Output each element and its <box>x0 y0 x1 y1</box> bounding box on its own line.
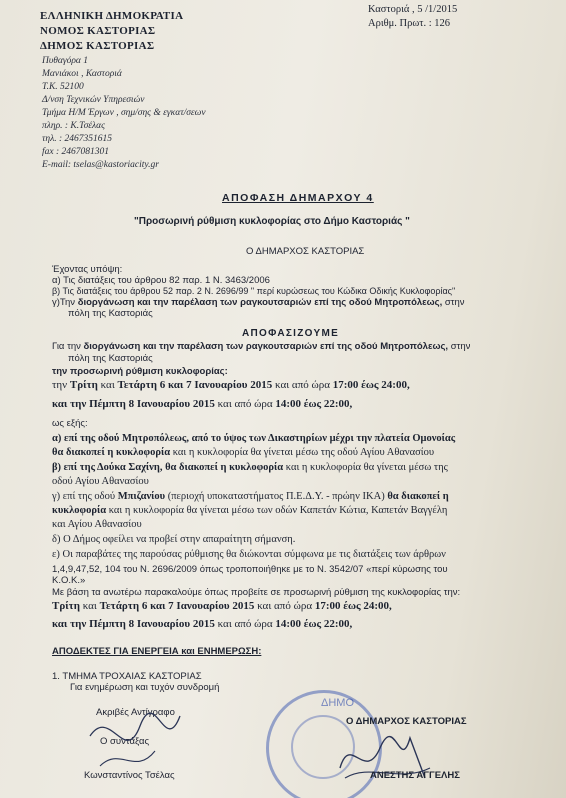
mayor-title: Ο ΔΗΜΑΡΧΟΣ ΚΑΣΤΟΡΙΑΣ <box>346 716 467 727</box>
contact-fax: fax : 2467081301 <box>42 147 110 157</box>
address-line: Πυθαγόρα 1 <box>42 56 89 66</box>
recipient-1-note: Για ενημέρωση και τυχόν συνδρομή <box>70 682 220 693</box>
composer-label: Ο συντάξας <box>100 736 150 747</box>
item-b-line2: οδού Αγίου Αθανασίου <box>52 476 149 487</box>
decision-subject: "Προσωρινή ρύθμιση κυκλοφορίας στο Δήμο Καστοριάς " <box>134 216 410 227</box>
contact-person: πληρ. : Κ.Τσέλας <box>42 121 105 131</box>
composer-signature <box>80 696 190 786</box>
request-dates-2: και την Πέμπτη 8 Ιανουαρίου 2015 και από ώρα 14:00 έως 22:00, <box>52 618 353 630</box>
item-e-line2: 1,4,9,47,52, 104 του Ν. 2696/2009 όπως τροποποιήθηκε με το Ν. 3542/07 «περί κύρωσης του <box>52 564 448 575</box>
mayor-heading: Ο ΔΗΜΑΡΧΟΣ ΚΑΣΤΟΡΙΑΣ <box>246 246 365 257</box>
decision-dates-2: και την Πέμπτη 8 Ιανουαρίου 2015 και από ώρα 14:00 έως 22:00, <box>52 398 353 410</box>
decision-measure: την προσωρινή ρύθμιση κυκλοφορίας: <box>52 366 228 377</box>
decision-as-follows: ως εξής: <box>52 418 88 429</box>
place-date: Καστοριά , 5 /1/2015 <box>368 4 458 15</box>
department-line: Τμήμα Η/Μ Έργων , σημ/σης & εγκατ/σεων <box>42 108 206 118</box>
decision-title: ΑΠΟΦΑΣΗ ΔΗΜΑΡΧΟΥ 4 <box>222 192 374 204</box>
item-d: δ) Ο Δήμος οφείλει να προβεί στην απαραίτητη σήμανση. <box>52 534 296 545</box>
considering-c: γ)Την διοργάνωση και την παρέλαση των ραγκουτσαριών επί της οδού Μητροπόλεως, στην <box>52 297 465 308</box>
recipient-1: 1. ΤΜΗΜΑ ΤΡΟΧΑΙΑΣ ΚΑΣΤΟΡΙΑΣ <box>52 671 202 682</box>
item-a-line1: α) επί της οδού Μητροπόλεως, από το ύψος των Δικαστηρίων μέχρι την πλατεία Ομονοίας <box>52 433 456 444</box>
decision-dates-1: την Τρίτη και Τετάρτη 6 και 7 Ιανουαρίου 2015 και από ώρα 17:00 έως 24:00, <box>52 379 410 391</box>
recipients-heading: ΑΠΟΔΕΚΤΕΣ ΓΙΑ ΕΝΕΡΓΕΙΑ και ΕΝΗΜΕΡΩΣΗ: <box>52 646 262 657</box>
stamp-text: ΔΗΜΟ <box>321 697 355 709</box>
address-line: Μανιάκοι , Καστοριά <box>42 69 122 79</box>
header-municipality: ΔΗΜΟΣ ΚΑΣΤΟΡΙΑΣ <box>40 40 155 52</box>
header-prefecture: ΝΟΜΟΣ ΚΑΣΤΟΡΙΑΣ <box>40 25 156 37</box>
decision-intro-cont: πόλη της Καστοριάς <box>68 353 153 364</box>
copy-certification: Ακριβές Αντίγραφο <box>96 707 175 718</box>
considering-heading: Έχοντας υπόψη: <box>52 264 123 275</box>
decision-intro: Για την διοργάνωση και την παρέλαση των ραγκουτσαριών επί της οδού Μητροπόλεως, στην <box>52 341 471 352</box>
item-e-line3: Κ.Ο.Κ.» <box>52 575 86 586</box>
item-e-line1: ε) Οι παραβάτες της παρούσας ρύθμισης θα διώκονται σύμφωνα με τις διατάξεις των άρθρων <box>52 549 446 560</box>
considering-c-cont: πόλη της Καστοριάς <box>68 308 153 319</box>
mayor-name: ΑΝΕΣΤΗΣ ΑΓΓΕΛΗΣ <box>370 770 460 781</box>
item-c-line2: κυκλοφορία και η κυκλοφορία θα γίνεται μέσω των οδών Καπετάν Κώτια, Καπετάν Βαγγέλη <box>52 505 448 516</box>
department-line: Δ/νση Τεχνικών Υπηρεσιών <box>42 95 145 105</box>
request-dates-1: Τρίτη και Τετάρτη 6 και 7 Ιανουαρίου 2015 και από ώρα 17:00 έως 24:00, <box>52 600 392 612</box>
contact-email: E-mail: tselas@kastoriacity.gr <box>42 160 159 170</box>
contact-phone: τηλ. : 2467351615 <box>42 134 113 144</box>
item-b-line1: β) επί της Δούκα Σαχίνη, θα διακοπεί η κυκλοφορία και η κυκλοφορία θα γίνεται μέσω της <box>52 462 448 473</box>
protocol-number: Αριθμ. Πρωτ. : 126 <box>368 18 451 29</box>
considering-b: β) Τις διατάξεις του άρθρου 52 παρ. 2 Ν. 2696/99 " περί κυρώσεως του Κώδικα Οδικής Κυκλοφορίας" <box>52 286 456 296</box>
decide-heading: ΑΠΟΦΑΣΙΖΟΥΜΕ <box>242 328 340 339</box>
considering-a: α) Τις διατάξεις του άρθρου 82 παρ. 1 Ν. 3463/2006 <box>52 275 270 286</box>
composer-name: Κωνσταντίνος Τσέλας <box>84 770 175 781</box>
header-country: ΕΛΛΗΝΙΚΗ ΔΗΜΟΚΡΑΤΙΑ <box>40 10 184 22</box>
item-c-line1: γ) επί της οδού Μπιζανίου (περιοχή υποκαταστήματος Π.Ε.Δ.Υ. - πρώην ΙΚΑ) θα διακοπεί η <box>52 491 449 502</box>
item-a-line2: θα διακοπεί η κυκλοφορία και η κυκλοφορία θα γίνεται μέσω της οδού Αγίου Αθανασίου <box>52 447 435 458</box>
address-line: Τ.Κ. 52100 <box>42 82 84 92</box>
item-c-line3: και Αγίου Αθανασίου <box>52 519 142 530</box>
request-line: Με βάση τα ανωτέρω παρακαλούμε όπως προβείτε σε προσωρινή ρύθμιση της κυκλοφορίας την: <box>52 587 461 598</box>
